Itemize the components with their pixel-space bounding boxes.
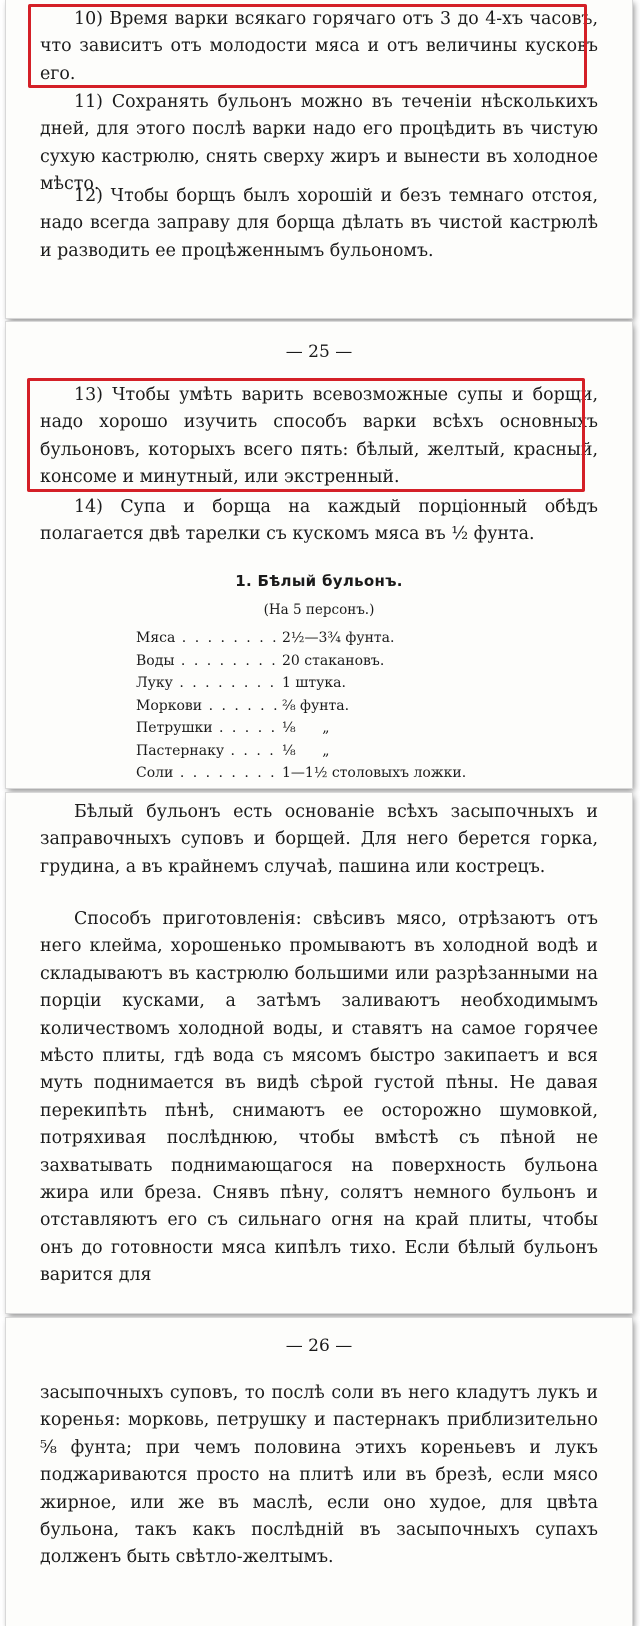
paragraph-continuation: засыпочныхъ суповъ, то послѣ соли въ него кладутъ лукъ и коренья: морковь, петрушку и пастернакъ приблизительно ⁵⁄₈ фунта; при чемъ половина этихъ кореньевъ и лукъ поджариваются просто на плитѣ или въ брезѣ, если мясо жирное, или же въ маслѣ, если оно худое, для цвѣта бульона, такъ какъ послѣднiй въ засыпочныхъ супахъ долженъ быть свѣтло-желтымъ. bbox=[40, 1383, 598, 1568]
paragraph-white-broth-method: Способъ приготовленiя: свѣсивъ мясо, отрѣзаютъ отъ него клейма, хорошенько промываютъ въ холодной водѣ и складываютъ въ кастрюлю большими или разрѣзанными на порцiи кусками, а затѣмъ заливаютъ необходимымъ количествомъ холодной воды, и ставятъ на самое горячее мѣсто плиты, гдѣ вода съ мясомъ быстро закипаетъ и вся муть поднимается въ видѣ сѣрой густой пѣны. Не давая перекипѣть пѣнѣ, снимаютъ ее осторожно шумовкой, потряхивая послѣднюю, чтобы вмѣстѣ съ пѣной не захватывать поднимающагося на поверхность бульона жира или бреза. Снявъ пѣну, солятъ немного бульонъ и отставляютъ его съ сильнаго огня на край плиты, чтобы онъ до готовности мяса кипѣлъ тихо. Если бѣлый бульонъ варится для bbox=[40, 909, 598, 1286]
paragraph-13: 13) Чтобы умѣть варить всевозможные супы и борщи, надо хорошо изучить способъ варки всѣхъ основныхъ бульоновъ, которыхъ всего пять: бѣлый, желтый, красный, консоме и минутный, или экстренный. bbox=[40, 385, 598, 488]
ingredient-name: Мяса . . . bbox=[136, 627, 282, 650]
ingredient-row bbox=[136, 650, 536, 673]
page-number: — 25 — bbox=[285, 342, 353, 362]
paragraph-white-broth-intro: Бѣлый бульонъ есть основанiе всѣхъ засыпочныхъ и заправочныхъ суповъ и борщей. Для него берется горка, грудина, а въ крайнемъ случаѣ, пашина или кострецъ. bbox=[40, 802, 598, 877]
page-scan-2 bbox=[6, 322, 632, 788]
ingredient-row bbox=[136, 717, 536, 740]
page-number: — 26 — bbox=[285, 1336, 353, 1356]
ingredient-qty: 1—1½ столовыхъ ложки. bbox=[282, 765, 467, 781]
page-scan-4 bbox=[6, 1318, 632, 1626]
paragraph-12: 12) Чтобы борщъ былъ хорошiй и безъ темнаго отстоя, надо всегда заправу для борща дѣлать въ чистой кастрюлѣ и разводить ее процѣженнымъ бульономъ. bbox=[40, 186, 598, 261]
page-scan-3 bbox=[6, 793, 632, 1313]
page-scan-1 bbox=[6, 0, 632, 318]
ingredient-row bbox=[136, 695, 536, 718]
ingredient-name: Петрушки . . . bbox=[136, 717, 282, 740]
ingredient-name: Воды . . . bbox=[136, 650, 282, 673]
ingredient-qty: 1 штука. bbox=[282, 675, 346, 691]
ingredient-qty: 20 стакановъ. bbox=[282, 652, 385, 669]
ingredient-row bbox=[136, 627, 536, 650]
paragraph-14: 14) Супа и борща на каждый порцiонный обѣдъ полагается двѣ тарелки съ кускомъ мяса въ ½ фунта. bbox=[40, 497, 598, 545]
ingredient-name: Соли . . . bbox=[136, 762, 282, 785]
recipe-servings: (На 5 персонъ.) bbox=[263, 602, 375, 618]
ingredient-name: Пастернаку . . . bbox=[136, 740, 282, 763]
ingredient-name: Луку . . . bbox=[136, 672, 282, 695]
paragraph-11: 11) Сохранять бульонъ можно въ теченiи нѣсколькихъ дней, для этого послѣ варки надо его процѣдить въ чистую сухую кастрюлю, снять сверху жиръ и вынести въ холодное мѣсто. bbox=[40, 92, 598, 195]
paragraph-10: 10) Время варки всякаго горячаго отъ 3 до 4-хъ часовъ, что зависитъ отъ молодости мяса и отъ величины кусковъ его. bbox=[40, 9, 598, 84]
recipe-title: 1. Бѣлый бульонъ. bbox=[235, 572, 403, 590]
ingredient-row bbox=[136, 762, 536, 785]
ingredient-name: Моркови . . . bbox=[136, 695, 282, 718]
ingredient-qty: ¹⁄₈ „ bbox=[282, 742, 330, 759]
ingredient-row bbox=[136, 672, 536, 695]
ingredient-list bbox=[136, 627, 536, 785]
ingredient-qty: ¹⁄₈ „ bbox=[282, 720, 330, 736]
ingredient-qty: 2½—3¾ фунта. bbox=[282, 630, 395, 646]
ingredient-qty: ²⁄₈ фунта. bbox=[282, 697, 350, 714]
ingredient-row bbox=[136, 740, 536, 763]
